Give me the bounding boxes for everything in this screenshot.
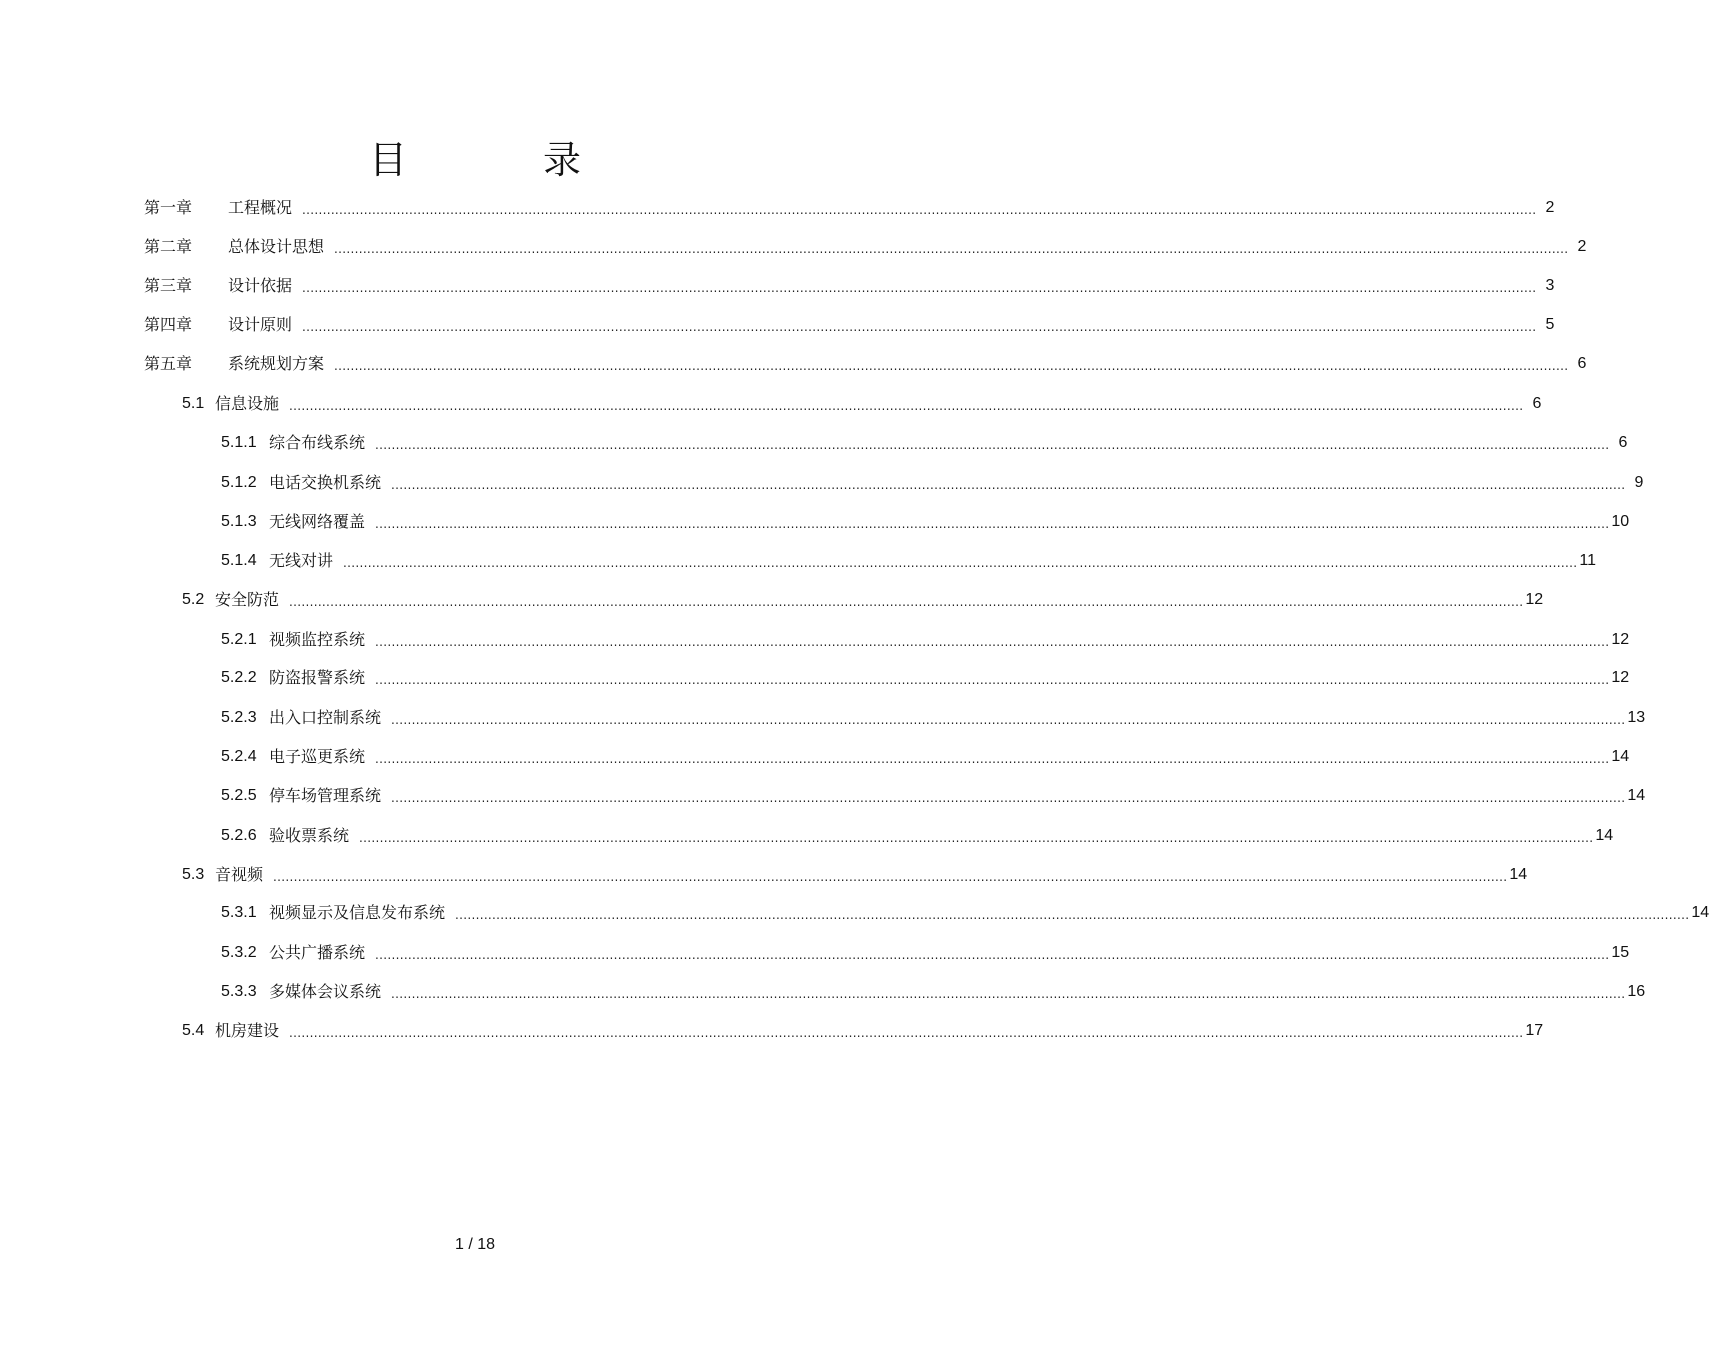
toc-entry-number: 第四章 <box>144 315 193 334</box>
toc-entry-number: 5.1 <box>182 395 205 412</box>
toc-entry-number: 5.3.1 <box>221 904 257 921</box>
toc-entry-page: 12 <box>1525 591 1544 608</box>
toc-leader-dots: ............................................................................................................................................................................................................................................................................................................ <box>455 908 1690 922</box>
toc-entry-title: 多媒体会议系统 <box>269 982 382 1001</box>
toc-entry-number: 第三章 <box>144 276 193 295</box>
toc-entry-number: 第一章 <box>144 198 193 217</box>
toc-entry-number: 5.3.2 <box>221 944 257 961</box>
toc-entry-title: 电话交换机系统 <box>269 473 382 492</box>
toc-entry-number: 5.2.6 <box>221 827 257 844</box>
toc-entry-page: 3 <box>1545 277 1555 294</box>
toc-leader-dots: ............................................................................................................................................................................................................................................................................................................ <box>375 948 1610 962</box>
toc-entry-page: 16 <box>1627 983 1646 1000</box>
toc-entry-number: 5.3 <box>182 866 205 883</box>
toc-entry-title: 无线对讲 <box>269 551 334 570</box>
toc-entry-number: 5.1.1 <box>221 434 257 451</box>
toc-entry-page: 2 <box>1545 199 1555 216</box>
toc-entry-title: 防盗报警系统 <box>269 668 366 687</box>
toc-entry-page: 15 <box>1611 944 1630 961</box>
toc-entry-title: 机房建设 <box>215 1021 280 1040</box>
toc-entry-page: 14 <box>1691 904 1709 921</box>
toc-entry[interactable] <box>221 979 1646 1003</box>
toc-entry[interactable] <box>144 234 1587 258</box>
toc-entry-title: 验收票系统 <box>269 826 350 845</box>
toc-entry-number: 5.2.1 <box>221 631 257 648</box>
toc-entry-title: 视频监控系统 <box>269 630 366 649</box>
toc-entry[interactable] <box>221 744 1630 768</box>
toc-entry-page: 9 <box>1634 474 1644 491</box>
toc-entry-number: 5.4 <box>182 1022 205 1039</box>
toc-entry[interactable] <box>221 430 1628 454</box>
toc-entry-page: 14 <box>1509 866 1528 883</box>
toc-entry-page: 6 <box>1618 434 1628 451</box>
toc-entry-title: 停车场管理系统 <box>269 786 382 805</box>
toc-leader-dots: ............................................................................................................................................................................................................................................................................................................ <box>391 987 1626 1001</box>
toc-entry-number: 5.2.2 <box>221 669 257 686</box>
toc-entry-title: 信息设施 <box>215 394 280 413</box>
toc-entry-title: 设计依据 <box>228 276 293 295</box>
toc-entry-title: 视频显示及信息发布系统 <box>269 903 446 922</box>
toc-entry[interactable] <box>221 470 1644 494</box>
toc-entry-title: 安全防范 <box>215 590 280 609</box>
toc-entry-title: 无线网络覆盖 <box>269 512 366 531</box>
toc-entry-title: 音视频 <box>215 865 264 884</box>
toc-entry[interactable] <box>221 900 1709 924</box>
toc-leader-dots: ............................................................................................................................................................................................................................................................................................................ <box>334 242 1569 256</box>
toc-entry-page: 2 <box>1577 238 1587 255</box>
toc-leader-dots: ............................................................................................................................................................................................................................................................................................................ <box>359 831 1594 845</box>
toc-entry[interactable] <box>221 783 1646 807</box>
toc-entry-title: 公共广播系统 <box>269 943 366 962</box>
toc-entry-number: 第二章 <box>144 237 193 256</box>
toc-entry-page: 14 <box>1611 748 1630 765</box>
toc-entry[interactable] <box>221 705 1646 729</box>
toc-entry-page: 14 <box>1595 827 1614 844</box>
toc-entry[interactable] <box>221 940 1630 964</box>
toc-leader-dots: ............................................................................................................................................................................................................................................................................................................ <box>375 517 1610 531</box>
toc-entry[interactable] <box>221 627 1630 651</box>
toc-entry-page: 12 <box>1611 631 1630 648</box>
toc-leader-dots: ............................................................................................................................................................................................................................................................................................................ <box>391 713 1626 727</box>
toc-leader-dots: ............................................................................................................................................................................................................................................................................................................ <box>289 1026 1524 1040</box>
toc-leader-dots: ............................................................................................................................................................................................................................................................................................................ <box>375 438 1610 452</box>
toc-entry[interactable] <box>144 195 1555 219</box>
toc-leader-dots: ............................................................................................................................................................................................................................................................................................................ <box>273 870 1508 884</box>
toc-entry-title: 出入口控制系统 <box>269 708 382 727</box>
toc-entry[interactable] <box>182 862 1528 886</box>
page-number: 1 / 18 <box>454 1236 496 1253</box>
toc-entry-page: 6 <box>1577 355 1587 372</box>
toc-entry-title: 总体设计思想 <box>228 237 325 256</box>
toc-entry[interactable] <box>144 312 1555 336</box>
toc-entry-page: 12 <box>1611 669 1630 686</box>
toc-entry-number: 5.1.2 <box>221 474 257 491</box>
toc-leader-dots: ............................................................................................................................................................................................................................................................................................................ <box>334 359 1569 373</box>
toc-leader-dots: ............................................................................................................................................................................................................................................................................................................ <box>375 635 1610 649</box>
toc-entry-page: 13 <box>1627 709 1646 726</box>
toc-leader-dots: ............................................................................................................................................................................................................................................................................................................ <box>343 556 1578 570</box>
toc-entry[interactable] <box>221 509 1630 533</box>
toc-entry-number: 第五章 <box>144 354 193 373</box>
toc-entry-number: 5.2.4 <box>221 748 257 765</box>
toc-entry-title: 电子巡更系统 <box>269 747 366 766</box>
toc-entry-page: 5 <box>1545 316 1555 333</box>
toc-leader-dots: ............................................................................................................................................................................................................................................................................................................ <box>289 399 1524 413</box>
toc-entry-page: 10 <box>1611 513 1630 530</box>
toc-entry-number: 5.2 <box>182 591 205 608</box>
toc-leader-dots: ............................................................................................................................................................................................................................................................................................................ <box>302 281 1537 295</box>
toc-leader-dots: ............................................................................................................................................................................................................................................................................................................ <box>391 478 1626 492</box>
toc-leader-dots: ............................................................................................................................................................................................................................................................................................................ <box>391 791 1626 805</box>
toc-entry-number: 5.3.3 <box>221 983 257 1000</box>
toc-entry-title: 设计原则 <box>228 315 293 334</box>
toc-entry-title: 系统规划方案 <box>228 354 325 373</box>
toc-entry[interactable] <box>144 273 1555 297</box>
toc-entry-number: 5.2.3 <box>221 709 257 726</box>
toc-leader-dots: ............................................................................................................................................................................................................................................................................................................ <box>302 203 1537 217</box>
toc-entry-title: 工程概况 <box>228 198 293 217</box>
toc-entry-page: 14 <box>1627 787 1646 804</box>
toc-entry[interactable] <box>182 1018 1544 1042</box>
toc-leader-dots: ............................................................................................................................................................................................................................................................................................................ <box>375 673 1610 687</box>
toc-leader-dots: ............................................................................................................................................................................................................................................................................................................ <box>302 320 1537 334</box>
toc-entry-number: 5.1.4 <box>221 552 257 569</box>
toc-entry-page: 17 <box>1525 1022 1544 1039</box>
toc-entry[interactable] <box>182 587 1544 611</box>
toc-entry-number: 5.1.3 <box>221 513 257 530</box>
toc-entry[interactable] <box>144 351 1587 375</box>
toc-entry[interactable] <box>221 548 1596 572</box>
toc-entry-number: 5.2.5 <box>221 787 257 804</box>
toc-leader-dots: ............................................................................................................................................................................................................................................................................................................ <box>375 752 1610 766</box>
toc-leader-dots: ............................................................................................................................................................................................................................................................................................................ <box>289 595 1524 609</box>
toc-entry[interactable] <box>221 665 1630 689</box>
page-title: 目 录 <box>368 138 644 182</box>
toc-entry-title: 综合布线系统 <box>269 433 366 452</box>
toc-entry-page: 6 <box>1532 395 1542 412</box>
toc-entry[interactable] <box>221 823 1614 847</box>
toc-entry-page: 11 <box>1579 552 1596 569</box>
toc-entry[interactable] <box>182 391 1542 415</box>
